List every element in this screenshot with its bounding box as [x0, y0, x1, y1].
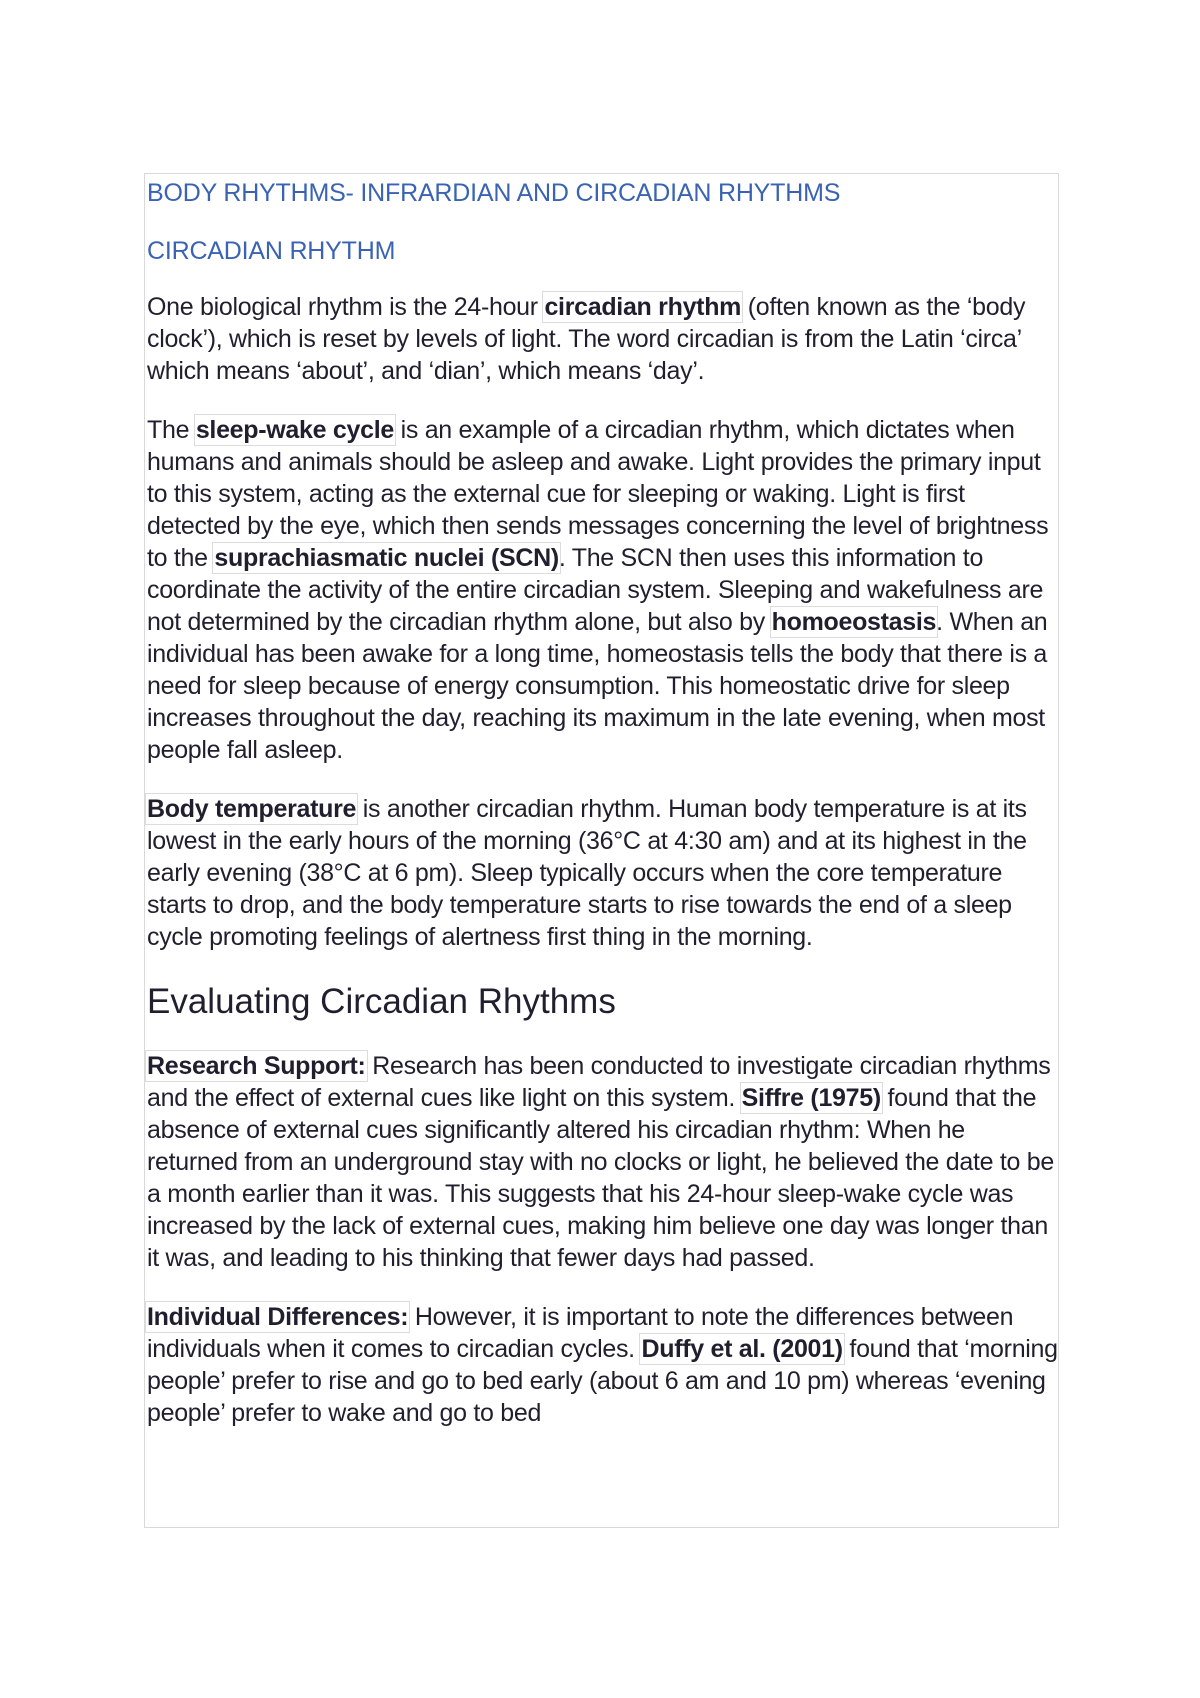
key-term: Siffre (1975) [741, 1084, 881, 1112]
text-run: One biological rhythm is the 24-hour [147, 293, 545, 321]
paragraph-body-temperature [147, 793, 1059, 953]
paragraph-circadian-intro [147, 291, 1059, 387]
document-subtitle: CIRCADIAN RHYTHM [147, 237, 396, 265]
text-run: found that ‘morning people’ prefer to rise and go to bed early (about 6 am and 10 pm) whereas ‘evening people’ prefer to wake and go to bed [147, 1335, 1058, 1427]
text-run: Research has been conducted to investigate circadian rhythms and the effect of external cues like light on this system. [147, 1052, 1051, 1112]
section-heading: Evaluating Circadian Rhythms [147, 982, 616, 1021]
key-term: Body temperature [147, 795, 357, 823]
text-run: found that the absence of external cues significantly altered his circadian rhythm: When he returned from an underground stay with no clocks or light, he believed the date to be a month earlier than it was. This suggests that his 24-hour sleep-wake cycle was increased by the lack of external cues, making him believe one day was longer than it was, and leading to his thinking that fewer days had passed. [147, 1084, 1055, 1272]
key-term: sleep-wake cycle [195, 416, 394, 444]
text-run: is an example of a circadian rhythm, which dictates when humans and animals should be asleep and awake. Light provides the primary input to this system, acting as the external cue for sleeping or waking. Light is first detected by the eye, which then sends messages concerning the level of brightness to the [147, 416, 1049, 572]
paragraph-sleep-wake [147, 414, 1059, 766]
paragraph-research-support [147, 1050, 1059, 1274]
key-term: circadian rhythm [544, 293, 742, 321]
text-run: . The SCN then uses this information to coordinate the activity of the entire circadian system. Sleeping and wakefulness are not determined by the circadian rhythm alone, but also by [147, 544, 1044, 636]
key-term: Research Support: [147, 1052, 366, 1080]
document-title: BODY RHYTHMS- INFRARDIAN AND CIRCADIAN RHYTHMS [147, 179, 841, 207]
text-frame [144, 173, 1059, 1528]
key-term: suprachiasmatic nuclei (SCN) [214, 544, 559, 572]
key-term: Duffy et al. (2001) [641, 1335, 843, 1363]
text-run: The [147, 416, 196, 444]
paragraph-individual-differences [147, 1301, 1059, 1429]
key-term: Individual Differences: [147, 1303, 409, 1331]
text-run: . When an individual has been awake for a long time, homeostasis tells the body that there is a need for sleep because of energy consumption. This homeostatic drive for sleep increases throughout the day, reaching its maximum in the late evening, when most people fall asleep. [147, 608, 1048, 764]
key-term: homoeostasis [771, 608, 937, 636]
text-run: (often known as the ‘body clock’), which is reset by levels of light. The word circadian is from the Latin ‘circa’ which means ‘about’, and ‘dian’, which means ‘day’. [147, 293, 1026, 385]
text-run: However, it is important to note the differences between individuals when it comes to circadian cycles. [147, 1303, 1014, 1363]
document-body [147, 173, 1059, 1456]
text-run: is another circadian rhythm. Human body temperature is at its lowest in the early hours of the morning (36°C at 4:30 am) and at its highest in the early evening (38°C at 6 pm). Sleep typically occurs when the core temperature starts to drop, and the body temperature starts to rise towards the end of a sleep cycle promoting feelings of alertness first thing in the morning. [147, 795, 1027, 951]
